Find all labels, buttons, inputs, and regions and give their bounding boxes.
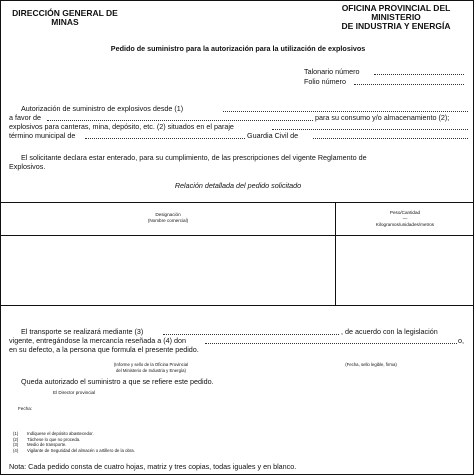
- weight-header-dash: —: [402, 216, 408, 221]
- fecha-label: Fecha:: [18, 406, 33, 411]
- right-header-line1: OFICINA PROVINCIAL DEL: [341, 3, 451, 13]
- paraje-field[interactable]: [272, 129, 468, 130]
- designation-cell[interactable]: [3, 237, 333, 303]
- authorization-line2-suffix: para su consumo y/o almacenamiento (2);: [315, 113, 450, 122]
- designation-header-sub: (Nombre comercial): [147, 218, 189, 223]
- deposit-field[interactable]: [223, 111, 468, 112]
- transport-line2-suffix: o,: [458, 336, 464, 345]
- office-signature-line1: (Informe y sello de la Oficina Provincial: [113, 362, 189, 367]
- right-header: [321, 4, 471, 31]
- footnote-number: (2): [13, 436, 19, 442]
- folio-label: Folio número: [304, 77, 346, 86]
- talonario-field[interactable]: [374, 74, 464, 75]
- designation-header-label: Designación: [155, 212, 181, 217]
- right-header-line3: DE INDUSTRIA Y ENERGÍA: [341, 21, 451, 31]
- left-header: [5, 9, 125, 27]
- authorized-statement: Queda autorizado el suministro a que se refiere este pedido.: [21, 377, 214, 386]
- transport-field[interactable]: [163, 334, 339, 335]
- authorization-line3: explosivos para canteras, mina, depósito, etc. (2) situados en el paraje: [9, 122, 234, 131]
- table-top-border: [1, 202, 474, 203]
- table-bottom-border: [1, 305, 474, 306]
- transport-line2-label: vigente, entregándose la mercancía reseñada a (4) don: [9, 336, 187, 345]
- authorization-line2-label: a favor de: [9, 113, 41, 122]
- footnote-text: Vigilante de Seguridad del almacén o artillero de la obra.: [27, 447, 135, 453]
- declaration-line1: El solicitante declara estar enterado, para su cumplimiento, de las prescripciones del vigente Reglamento de: [21, 153, 367, 162]
- footnote-number: (4): [13, 447, 19, 453]
- footnote-list: [13, 431, 135, 453]
- transport-line1-label: El transporte se realizará mediante (3): [21, 327, 144, 336]
- declaration-line2: Explosivos.: [9, 162, 46, 171]
- weight-header: [336, 210, 474, 228]
- table-header-border: [1, 235, 474, 236]
- footnote-text: Indíquese el depósito abastecedor.: [27, 431, 94, 436]
- applicant-signature-caption: (Fecha, sello legible, firma): [345, 362, 397, 367]
- favor-field[interactable]: [47, 120, 313, 121]
- talonario-label: Talonario número: [304, 67, 360, 76]
- folio-field[interactable]: [354, 84, 464, 85]
- left-header-line2: MINAS: [51, 17, 79, 27]
- recipient-field[interactable]: [205, 343, 457, 344]
- director-label: El Director provincial: [53, 390, 96, 395]
- authorization-line4-suffix: Guardia Civil de: [247, 131, 299, 140]
- relation-title: Relación detallada del pedido solicitado: [174, 181, 302, 190]
- office-signature-line2: del Ministerio de Industria y Energía): [116, 367, 186, 373]
- transport-line3: en su defecto, a la persona que formula el presente pedido.: [9, 345, 199, 354]
- footer-note: Nota: Cada pedido consta de cuatro hojas, matriz y tres copias, todas iguales y en blanco.: [9, 462, 297, 471]
- footnote-text: Medio de transporte.: [27, 442, 67, 447]
- office-signature-caption: [61, 362, 241, 373]
- weight-header-sub: Kilogramos/unidades/metros: [375, 222, 435, 227]
- transport-line1-suffix: , de acuerdo con la legislación: [341, 327, 438, 336]
- weight-cell[interactable]: [338, 237, 472, 303]
- weight-header-label: Peso/Cantidad: [389, 210, 421, 215]
- footnote-text: Táchese lo que no proceda.: [27, 436, 81, 442]
- footnote-number: (1): [13, 431, 19, 436]
- footnote-number: (3): [13, 442, 19, 447]
- guardia-civil-field[interactable]: [313, 138, 468, 139]
- right-header-line2: MINISTERIO: [371, 12, 421, 22]
- form-title: Pedido de suministro para la autorización para la utilización de explosivos: [110, 44, 366, 53]
- authorization-line4-label: término municipal de: [9, 131, 76, 140]
- municipio-field[interactable]: [85, 138, 245, 139]
- left-header-line1: DIRECCIÓN GENERAL DE: [12, 8, 118, 18]
- authorization-line1: Autorización de suministro de explosivos desde (1): [21, 104, 184, 113]
- designation-header: [1, 212, 335, 224]
- footnote-item: [13, 448, 135, 454]
